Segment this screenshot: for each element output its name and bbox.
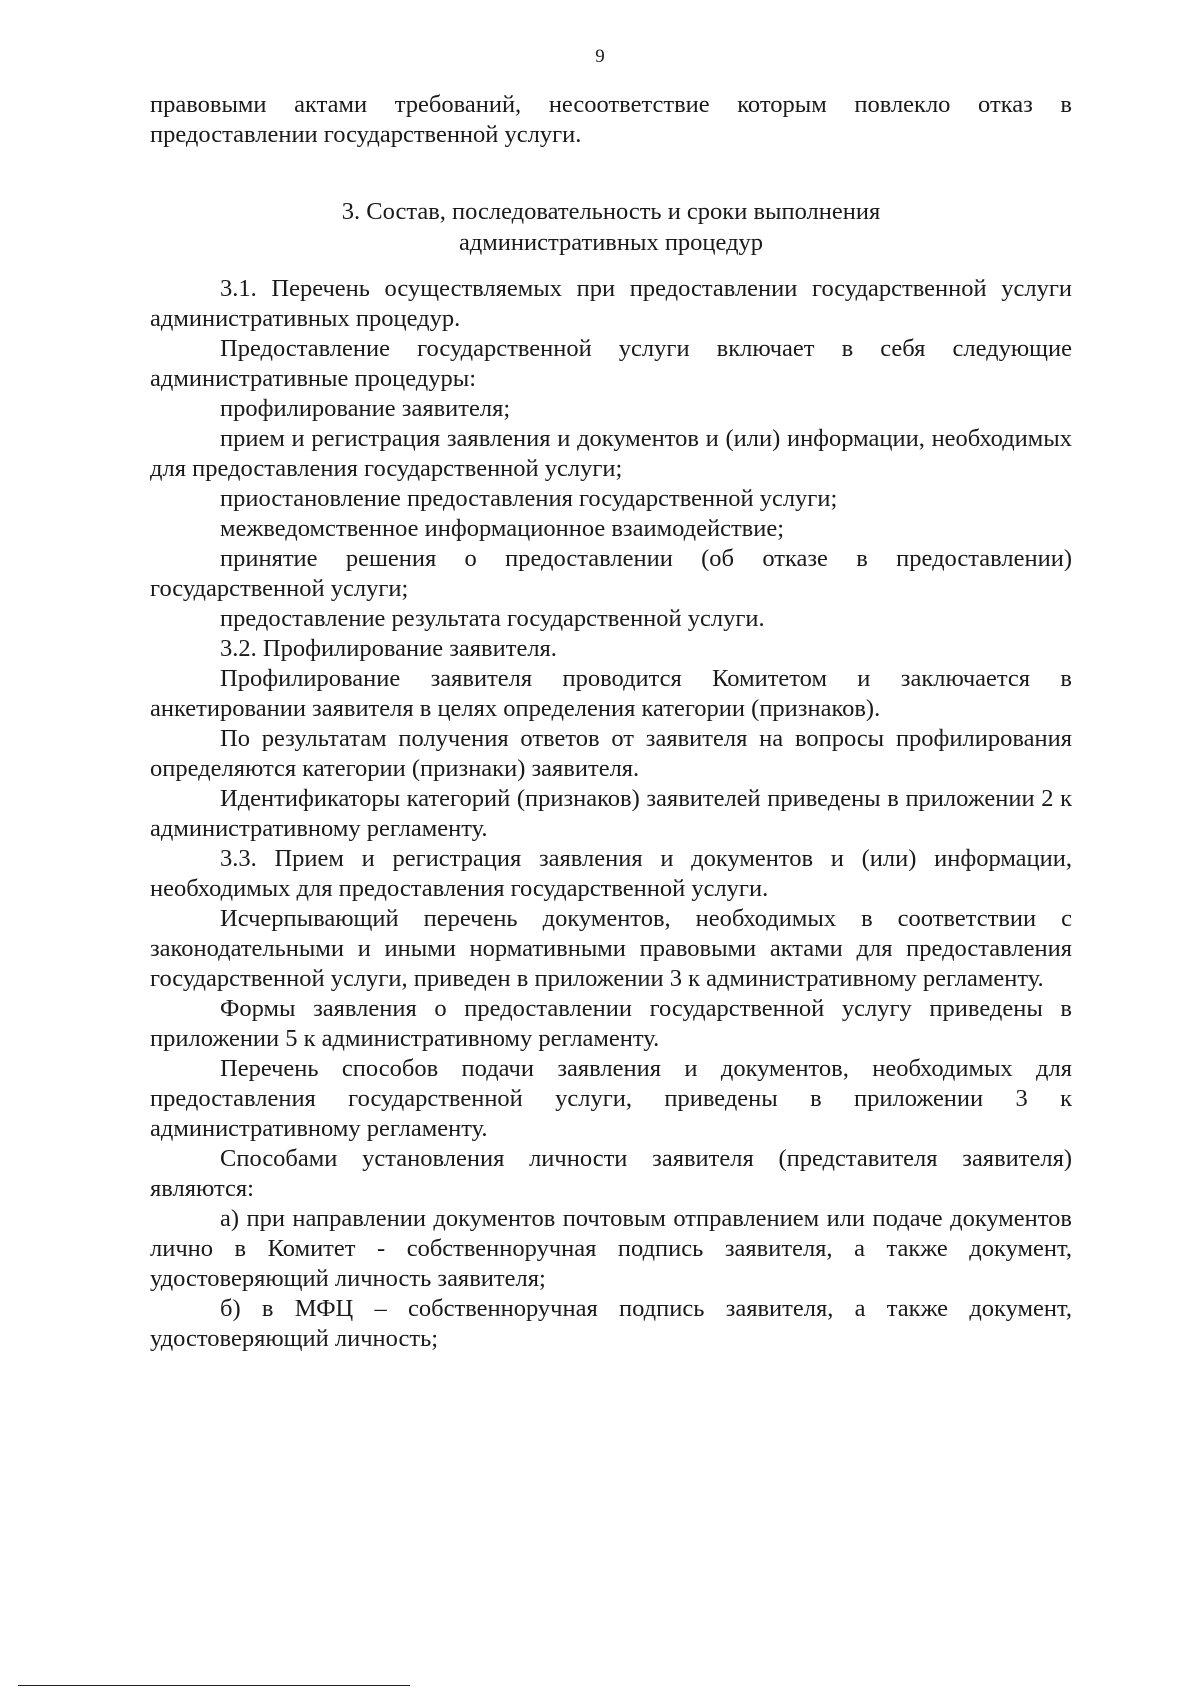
paragraph-profiling-committee: Профилирование заявителя проводится Комитетом и заключается в анкетировании заявителя в целях определения категории (признаков). [150, 665, 1072, 722]
paragraph-3-2: 3.2. Профилирование заявителя. [220, 635, 557, 662]
paragraph-3-1: 3.1. Перечень осуществляемых при предоставлении государственной услуги административных процедур. [150, 275, 1072, 332]
paragraph-identity-methods: Способами установления личности заявителя (представителя заявителя) являются: [150, 1145, 1072, 1202]
list-item-reception: прием и регистрация заявления и документов и (или) информации, необходимых для предоставления государственной услуги; [150, 425, 1072, 482]
paragraph-identity-a: а) при направлении документов почтовым отправлением или подаче документов лично в Комитет - собственноручная подпись заявителя, а также документ, удостоверяющий личность заявителя; [150, 1205, 1072, 1292]
list-item-suspension: приостановление предоставления государственной услуги; [220, 485, 838, 512]
intro-text: правовыми актами требований, несоответствие которым повлекло отказ в предоставлении государственной услуги. [150, 91, 1072, 148]
paragraph-profiling-results: По результатам получения ответов от заявителя на вопросы профилирования определяются категории (признаки) заявителя. [150, 725, 1072, 782]
page-number: 9 [595, 46, 605, 67]
paragraph-documents-list: Исчерпывающий перечень документов, необходимых в соответствии с законодательными и иными нормативными правовыми актами для предоставления государственной услуги, приведен в приложении 3 к административному регламенту. [150, 905, 1072, 992]
footer-divider [18, 1685, 410, 1686]
intro-paragraph [150, 90, 1072, 150]
paragraph-3-3: 3.3. Прием и регистрация заявления и документов и (или) информации, необходимых для предоставления государственной услуги. [150, 845, 1072, 902]
paragraph-application-forms: Формы заявления о предоставлении государственной услугу приведены в приложении 5 к административному регламенту. [150, 995, 1072, 1052]
paragraph-identifiers: Идентификаторы категорий (признаков) заявителей приведены в приложении 2 к административному регламенту. [150, 785, 1072, 842]
body-text [150, 274, 1072, 1354]
paragraph-identity-b: б) в МФЦ – собственноручная подпись заявителя, а также документ, удостоверяющий личность; [150, 1295, 1072, 1352]
list-item-result: предоставление результата государственной услуги. [220, 605, 765, 632]
list-item-interagency: межведомственное информационное взаимодействие; [220, 515, 785, 542]
paragraph-submission-methods: Перечень способов подачи заявления и документов, необходимых для предоставления государственной услуги, приведены в приложении 3 к административному регламенту. [150, 1055, 1072, 1142]
list-item-profiling: профилирование заявителя; [220, 395, 511, 422]
section-heading [150, 196, 1072, 258]
section-heading-line-2: административных процедур [458, 229, 764, 256]
section-heading-line-1: 3. Состав, последовательность и сроки выполнения [341, 198, 881, 225]
paragraph-procedures-intro: Предоставление государственной услуги включает в себя следующие административные процедуры: [150, 335, 1072, 392]
list-item-decision: принятие решения о предоставлении (об отказе в предоставлении) государственной услуги; [150, 545, 1072, 602]
